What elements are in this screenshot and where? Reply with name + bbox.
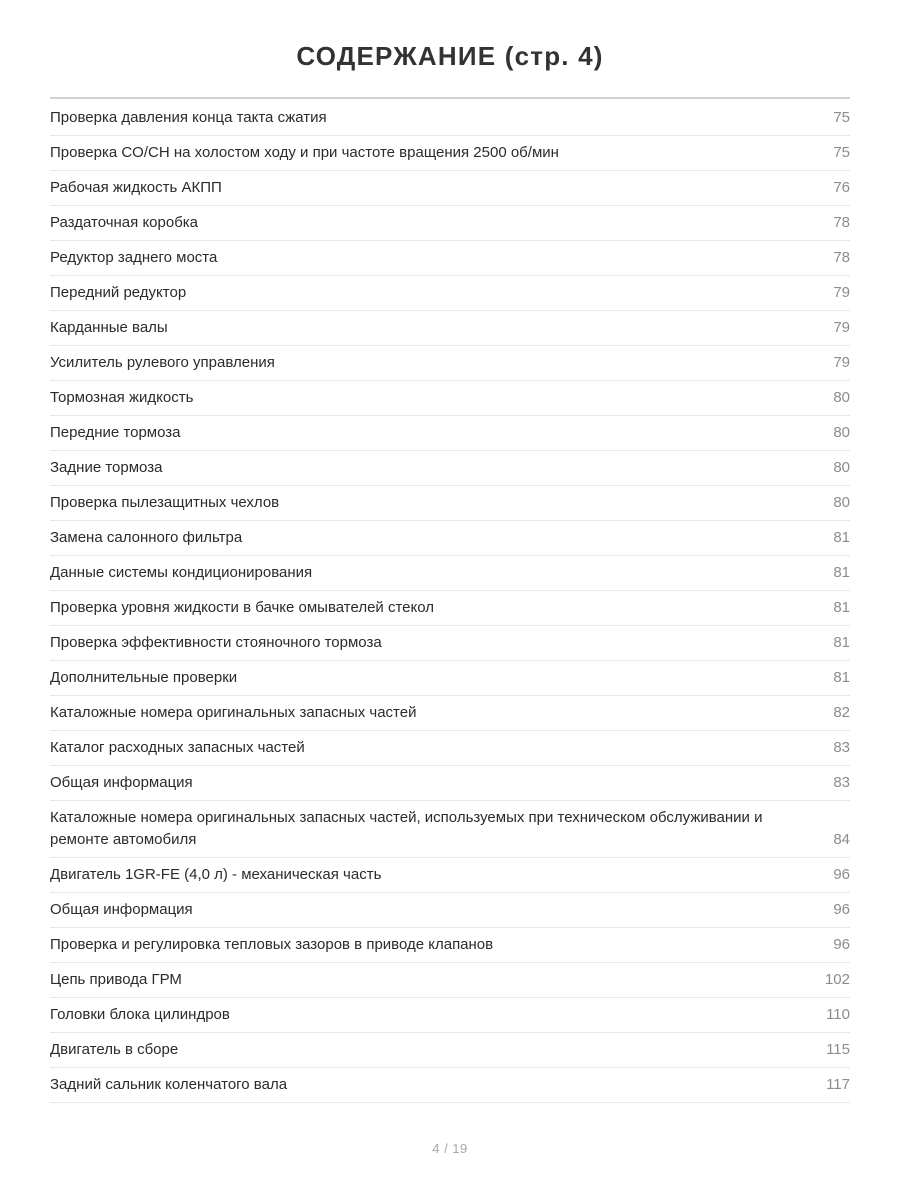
toc-entry-page-number: 75 <box>833 143 850 161</box>
toc-entry[interactable] <box>50 696 850 731</box>
toc-entry[interactable] <box>50 416 850 451</box>
toc-entry[interactable] <box>50 1068 850 1103</box>
toc-entry[interactable] <box>50 486 850 521</box>
toc-entry-page-number: 81 <box>833 668 850 686</box>
toc-entry[interactable] <box>50 136 850 171</box>
toc-entry-label: Задние тормоза <box>50 458 163 476</box>
toc-entry-label: Карданные валы <box>50 318 168 336</box>
toc-entry-page-number: 81 <box>833 633 850 651</box>
toc-entry-page-number: 80 <box>833 388 850 406</box>
toc-entry-label: Проверка пылезащитных чехлов <box>50 493 280 511</box>
toc-entry-label: Усилитель рулевого управления <box>50 353 275 371</box>
toc-entry[interactable] <box>50 893 850 928</box>
toc-entry-label: Раздаточная коробка <box>50 213 199 231</box>
toc-entry-page-number: 96 <box>833 935 850 953</box>
page-footer <box>0 1140 900 1200</box>
toc-entry-label: Проверка и регулировка тепловых зазоров в приводе клапанов <box>50 935 494 953</box>
toc-entry[interactable] <box>50 928 850 963</box>
toc-entry[interactable] <box>50 206 850 241</box>
toc-entry-page-number: 76 <box>833 178 850 196</box>
toc-entry-page-number: 78 <box>833 213 850 231</box>
toc-entry-label: Двигатель 1GR-FE (4,0 л) - механическая часть <box>50 865 382 883</box>
toc-entry-label: Тормозная жидкость <box>50 388 194 406</box>
toc-entry-page-number: 82 <box>833 703 850 721</box>
toc-entry-page-number: 84 <box>833 830 850 848</box>
toc-entry[interactable] <box>50 858 850 893</box>
toc-entry-page-number: 96 <box>833 865 850 883</box>
toc-entry[interactable] <box>50 276 850 311</box>
toc-entry[interactable] <box>50 99 850 136</box>
toc-entry[interactable] <box>50 556 850 591</box>
toc-entry-label: Проверка давления конца такта сжатия <box>50 108 327 126</box>
toc-entry[interactable] <box>50 451 850 486</box>
toc-entry[interactable] <box>50 171 850 206</box>
toc-entry-page-number: 79 <box>833 318 850 336</box>
toc-entry-label: Проверка эффективности стояночного тормоза <box>50 633 382 651</box>
table-of-contents-list <box>0 99 900 1103</box>
toc-entry-page-number: 75 <box>833 108 850 126</box>
toc-entry-label: Общая информация <box>50 900 193 918</box>
toc-entry[interactable] <box>50 591 850 626</box>
page-indicator: 4 / 19 <box>432 1141 468 1156</box>
toc-entry-page-number: 81 <box>833 598 850 616</box>
toc-entry-label: Данные системы кондиционирования <box>50 563 313 581</box>
toc-entry-page-number: 102 <box>824 970 850 988</box>
toc-entry-label: Каталожные номера оригинальных запасных частей, используемых при техническом обслуживании и ремонте автомобиля <box>50 808 763 848</box>
toc-entry-label: Передние тормоза <box>50 423 181 441</box>
toc-entry-page-number: 80 <box>833 493 850 511</box>
toc-entry[interactable] <box>50 521 850 556</box>
toc-entry-label: Цепь привода ГРМ <box>50 970 182 988</box>
toc-entry-label: Общая информация <box>50 773 193 791</box>
toc-entry[interactable] <box>50 381 850 416</box>
toc-entry-page-number: 96 <box>833 900 850 918</box>
toc-entry-label: Дополнительные проверки <box>50 668 238 686</box>
toc-entry-page-number: 81 <box>833 528 850 546</box>
toc-entry[interactable] <box>50 731 850 766</box>
toc-entry-page-number: 83 <box>833 738 850 756</box>
toc-entry-label: Проверка CO/CH на холостом ходу и при частоте вращения 2500 об/мин <box>50 143 559 161</box>
toc-entry-page-number: 83 <box>833 773 850 791</box>
toc-entry[interactable] <box>50 626 850 661</box>
toc-entry-label: Замена салонного фильтра <box>50 528 243 546</box>
toc-entry[interactable] <box>50 998 850 1033</box>
toc-entry-page-number: 78 <box>833 248 850 266</box>
toc-entry-label: Рабочая жидкость АКПП <box>50 178 222 196</box>
toc-entry-label: Проверка уровня жидкости в бачке омывателей стекол <box>50 598 434 616</box>
toc-entry[interactable] <box>50 963 850 998</box>
toc-entry-page-number: 80 <box>833 423 850 441</box>
toc-entry-page-number: 110 <box>826 1005 850 1023</box>
toc-entry-page-number: 80 <box>833 458 850 476</box>
toc-entry-label: Задний сальник коленчатого вала <box>50 1075 288 1093</box>
toc-entry-page-number: 79 <box>833 283 850 301</box>
toc-entry-label: Каталожные номера оригинальных запасных частей <box>50 703 417 721</box>
toc-entry[interactable] <box>50 311 850 346</box>
toc-entry-label: Передний редуктор <box>50 283 187 301</box>
toc-entry[interactable] <box>50 661 850 696</box>
toc-entry-label: Головки блока цилиндров <box>50 1005 230 1023</box>
toc-entry-label: Редуктор заднего моста <box>50 248 218 266</box>
toc-entry[interactable] <box>50 766 850 801</box>
toc-entry-label: Двигатель в сборе <box>50 1040 179 1058</box>
toc-entry-page-number: 117 <box>826 1075 850 1093</box>
toc-entry[interactable] <box>50 241 850 276</box>
page-title: СОДЕРЖАНИЕ (стр. 4) <box>296 41 604 71</box>
toc-entry-page-number: 115 <box>826 1040 850 1058</box>
toc-entry-page-number: 81 <box>833 563 850 581</box>
toc-entry-label: Каталог расходных запасных частей <box>50 738 305 756</box>
toc-entry[interactable] <box>50 801 850 858</box>
toc-entry[interactable] <box>50 1033 850 1068</box>
toc-entry[interactable] <box>50 346 850 381</box>
toc-entry-page-number: 79 <box>833 353 850 371</box>
